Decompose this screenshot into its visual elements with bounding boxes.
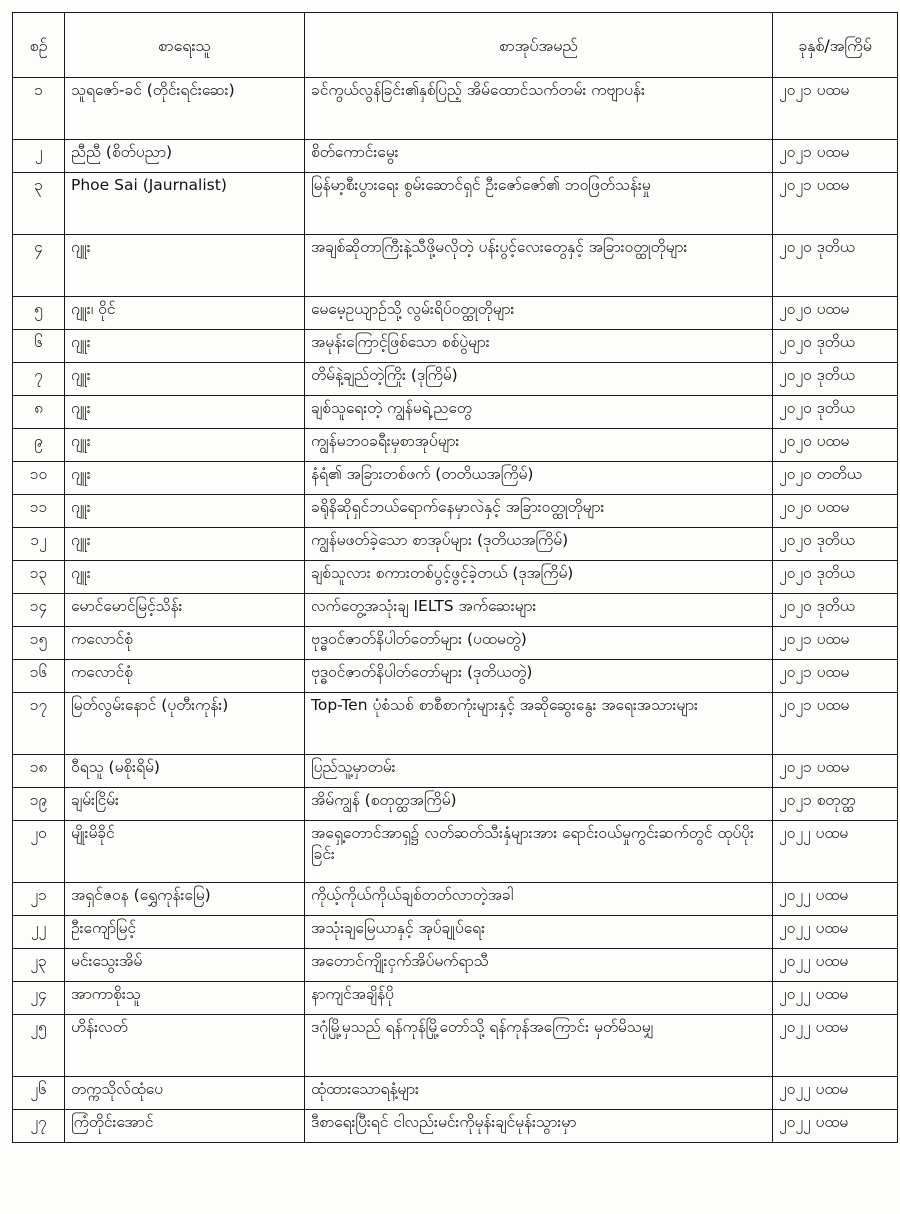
cell-author: သူရဇော်-ခင် (တိုင်းရင်းဆေး) xyxy=(65,78,305,140)
cell-title: လက်တွေ့အသုံးချ IELTS အက်ဆေးများ xyxy=(305,594,773,627)
cell-author: ဂျူး၊ ဝိုင် xyxy=(65,297,305,330)
cell-no: ၁၁ xyxy=(13,495,65,528)
cell-no: ၅ xyxy=(13,297,65,330)
cell-author: ဂျူး xyxy=(65,528,305,561)
cell-edition: ၂၀၂၀ တတိယ xyxy=(773,462,898,495)
cell-author: Phoe Sai (Jaurnalist) xyxy=(65,173,305,235)
cell-no: ၂ xyxy=(13,140,65,173)
table-row xyxy=(13,982,898,1015)
cell-no: ၆ xyxy=(13,330,65,363)
cell-edition: ၂၀၂၂ ပထမ xyxy=(773,883,898,916)
cell-author: ဂျူး xyxy=(65,330,305,363)
cell-edition: ၂၀၂၀ ဒုတိယ xyxy=(773,396,898,429)
cell-edition: ၂၀၂၁ ပထမ xyxy=(773,693,898,755)
table-row xyxy=(13,561,898,594)
table-row xyxy=(13,660,898,693)
table-row xyxy=(13,916,898,949)
cell-title: အချစ်ဆိုတာကြီးနဲ့သီဖို့မလိုတဲ့ ပန်းပွင့်လေးတွေနှင့် အခြားဝတ္ထုတိုများ xyxy=(305,235,773,297)
table-row xyxy=(13,1015,898,1077)
cell-author: ဂျူး xyxy=(65,235,305,297)
cell-title: ဒဂုံမြို့မှသည် ရန်ကုန်မြို့တော်သို့ ရန်ကုန်အကြောင်း မှတ်မိသမျှ xyxy=(305,1015,773,1077)
cell-edition: ၂၀၂၀ ပထမ xyxy=(773,495,898,528)
table-row xyxy=(13,495,898,528)
cell-no: ၇ xyxy=(13,363,65,396)
cell-author: မင်းသွေးအိမ် xyxy=(65,949,305,982)
header-row xyxy=(13,13,898,78)
cell-title: မေမေ့ဥယျာဉ်သို့ လွမ်းရိပ်ဝတ္ထုတိုများ xyxy=(305,297,773,330)
cell-edition: ၂၀၂၁ ပထမ xyxy=(773,78,898,140)
cell-author: ကလောင်စုံ xyxy=(65,627,305,660)
cell-author: ဟိန်းလတ် xyxy=(65,1015,305,1077)
table-row xyxy=(13,883,898,916)
cell-author: အရှင်ဇဝန (ရွှေကုန်းမြေ) xyxy=(65,883,305,916)
cell-edition: ၂၀၂၂ ပထမ xyxy=(773,949,898,982)
cell-no: ၃ xyxy=(13,173,65,235)
cell-author: မျိုးမိခိုင် xyxy=(65,821,305,883)
cell-edition: ၂၀၂၀ ပထမ xyxy=(773,297,898,330)
table-row xyxy=(13,78,898,140)
table-row xyxy=(13,528,898,561)
cell-author: ဂျူး xyxy=(65,429,305,462)
cell-no: ၁ xyxy=(13,78,65,140)
cell-no: ၁၄ xyxy=(13,594,65,627)
cell-no: ၉ xyxy=(13,429,65,462)
table-row xyxy=(13,821,898,883)
cell-title: မြန်မာ့စီးပွားရေး စွမ်းဆောင်ရှင် ဦးဇော်ဇော်၏ ဘဝဖြတ်သန်းမှု xyxy=(305,173,773,235)
cell-title: ကျွန်မဘဝခရီးမှစာအုပ်များ xyxy=(305,429,773,462)
table-row xyxy=(13,297,898,330)
cell-no: ၂၃ xyxy=(13,949,65,982)
cell-no: ၂၁ xyxy=(13,883,65,916)
cell-edition: ၂၀၂၁ ပထမ xyxy=(773,755,898,788)
table-row xyxy=(13,140,898,173)
cell-edition: ၂၀၂၀ ဒုတိယ xyxy=(773,330,898,363)
cell-author: ဂျူး xyxy=(65,495,305,528)
book-list-table xyxy=(12,12,898,1143)
cell-title: ချစ်သူရေးတဲ့ ကျွန်မရဲ့ညတွေ xyxy=(305,396,773,429)
cell-author: ချမ်းငြိမ်း xyxy=(65,788,305,821)
table-row xyxy=(13,949,898,982)
cell-title: ကျွန်မဖတ်ခဲ့သော စာအုပ်များ (ဒုတိယအကြိမ်) xyxy=(305,528,773,561)
cell-no: ၁၇ xyxy=(13,693,65,755)
cell-edition: ၂၀၂၁ ပထမ xyxy=(773,140,898,173)
cell-edition: ၂၀၂၀ ဒုတိယ xyxy=(773,363,898,396)
cell-author: ဂျူး xyxy=(65,462,305,495)
cell-no: ၂၀ xyxy=(13,821,65,883)
cell-title: တိမ်နဲ့ချည်တဲ့ကြိုး (ဒုကြိမ်) xyxy=(305,363,773,396)
table-row xyxy=(13,173,898,235)
cell-no: ၈ xyxy=(13,396,65,429)
table-row xyxy=(13,330,898,363)
cell-title: ကိုယ့်ကိုယ်ကိုယ်ချစ်တတ်လာတဲ့အခါ xyxy=(305,883,773,916)
cell-author: အာကာစိုးသူ xyxy=(65,982,305,1015)
cell-title: ဗုဒ္ဓဝင်ဇာတ်နိပါတ်တော်များ (ပထမတွဲ) xyxy=(305,627,773,660)
header-title: စာအုပ်အမည် xyxy=(305,13,773,78)
cell-author: ကလောင်စုံ xyxy=(65,660,305,693)
cell-title: ထုံထားသောရနံ့များ xyxy=(305,1077,773,1110)
table-row xyxy=(13,755,898,788)
cell-title: အိမ်ကျွန် (စတုတ္ထအကြိမ်) xyxy=(305,788,773,821)
cell-author: မြတ်လွမ်းနောင် (ပုတီးကုန်း) xyxy=(65,693,305,755)
table-row xyxy=(13,1077,898,1110)
header-no: စဉ် xyxy=(13,13,65,78)
cell-author: ဂျူး xyxy=(65,363,305,396)
cell-title: အသုံးချမြေယာနှင့် အုပ်ချုပ်ရေး xyxy=(305,916,773,949)
cell-edition: ၂၀၂၁ ပထမ xyxy=(773,627,898,660)
header-author: စာရေးသူ xyxy=(65,13,305,78)
cell-author: ဦးကျော်မြင့် xyxy=(65,916,305,949)
cell-edition: ၂၀၂၁ ပထမ xyxy=(773,660,898,693)
cell-no: ၁၂ xyxy=(13,528,65,561)
cell-edition: ၂၀၂၀ ဒုတိယ xyxy=(773,235,898,297)
cell-no: ၂၇ xyxy=(13,1110,65,1143)
cell-edition: ၂၀၂၂ ပထမ xyxy=(773,916,898,949)
cell-edition: ၂၀၂၂ ပထမ xyxy=(773,1077,898,1110)
cell-edition: ၂၀၂၂ ပထမ xyxy=(773,1015,898,1077)
cell-edition: ၂၀၂၂ ပထမ xyxy=(773,982,898,1015)
cell-edition: ၂၀၂၀ ဒုတိယ xyxy=(773,528,898,561)
table-body xyxy=(13,78,898,1143)
cell-title: ဒီစာရေးပြီးရင် ငါလည်းမင်းကိုမုန်းချင်မုန်းသွားမှာ xyxy=(305,1110,773,1143)
cell-no: ၁၈ xyxy=(13,755,65,788)
table-row xyxy=(13,363,898,396)
cell-author: ဂျူး xyxy=(65,561,305,594)
cell-edition: ၂၀၂၂ ပထမ xyxy=(773,1110,898,1143)
table-row xyxy=(13,788,898,821)
cell-author: ညီညီ (စိတ်ပညာ) xyxy=(65,140,305,173)
table-row xyxy=(13,235,898,297)
cell-no: ၁၆ xyxy=(13,660,65,693)
cell-title: နံရံ၏ အခြားတစ်ဖက် (တတိယအကြိမ်) xyxy=(305,462,773,495)
cell-author: ကြံတိုင်းအောင် xyxy=(65,1110,305,1143)
cell-title: စိတ်ကောင်းမွေး xyxy=(305,140,773,173)
cell-author: ဂျူး xyxy=(65,396,305,429)
cell-edition: ၂၀၂၂ ပထမ xyxy=(773,821,898,883)
cell-no: ၁၃ xyxy=(13,561,65,594)
cell-title: ချစ်သူလား စကားတစ်ပွင့်ဖွင့်ခဲ့တယ် (ဒုအကြိမ်) xyxy=(305,561,773,594)
cell-edition: ၂၀၂၁ ပထမ xyxy=(773,173,898,235)
cell-no: ၂၅ xyxy=(13,1015,65,1077)
cell-title: ဗုဒ္ဓဝင်ဇာတ်နိပါတ်တော်များ (ဒုတိယတွဲ) xyxy=(305,660,773,693)
cell-edition: ၂၀၂၀ ဒုတိယ xyxy=(773,594,898,627)
table-row xyxy=(13,693,898,755)
cell-edition: ၂၀၂၀ ဒုတိယ xyxy=(773,561,898,594)
table-row xyxy=(13,462,898,495)
cell-title: Top-Ten ပုံစံသစ် စာစီစာကုံးများနှင့် အဆိုဆွေးနွေး အရေးအသားများ xyxy=(305,693,773,755)
cell-no: ၂၆ xyxy=(13,1077,65,1110)
cell-author: တက္ကသိုလ်ထုံပေ xyxy=(65,1077,305,1110)
cell-no: ၁၉ xyxy=(13,788,65,821)
cell-title: အတောင်ကျိုးငှက်အိပ်မက်ရာသီ xyxy=(305,949,773,982)
cell-no: ၁၅ xyxy=(13,627,65,660)
cell-title: နာကျင်အချိန်ပို xyxy=(305,982,773,1015)
table-row xyxy=(13,1110,898,1143)
cell-title: ပြည်သူ့မှာတမ်း xyxy=(305,755,773,788)
cell-title: ခင်ကွယ်လွန်ခြင်း၏နှစ်ပြည့် အိမ်ထောင်သက်တမ်း ကဗျာပန်း xyxy=(305,78,773,140)
table-row xyxy=(13,429,898,462)
cell-title: ခရိုနိဆိုရှင်ဘယ်ရောက်နေမှာလဲနှင့် အခြားဝတ္ထုတိုများ xyxy=(305,495,773,528)
cell-no: ၄ xyxy=(13,235,65,297)
cell-author: မောင်မောင်မြင့်သိန်း xyxy=(65,594,305,627)
cell-edition: ၂၀၂၀ ပထမ xyxy=(773,429,898,462)
cell-title: အရှေ့တောင်အာရှ၌ လတ်ဆတ်သီးနှံများအား ရောင်းဝယ်မှုကွင်းဆက်တွင် ထုပ်ပိုးခြင်း xyxy=(305,821,773,883)
cell-no: ၂၄ xyxy=(13,982,65,1015)
table-row xyxy=(13,627,898,660)
cell-no: ၂၂ xyxy=(13,916,65,949)
table-row xyxy=(13,396,898,429)
cell-edition: ၂၀၂၁ စတုတ္ထ xyxy=(773,788,898,821)
table-row xyxy=(13,594,898,627)
cell-title: အမုန်းကြောင့်ဖြစ်သော စစ်ပွဲများ xyxy=(305,330,773,363)
header-edition: ခုနှစ်/အကြိမ် xyxy=(773,13,898,78)
cell-no: ၁၀ xyxy=(13,462,65,495)
cell-author: ဝီရသူ (မစိုးရိမ်) xyxy=(65,755,305,788)
